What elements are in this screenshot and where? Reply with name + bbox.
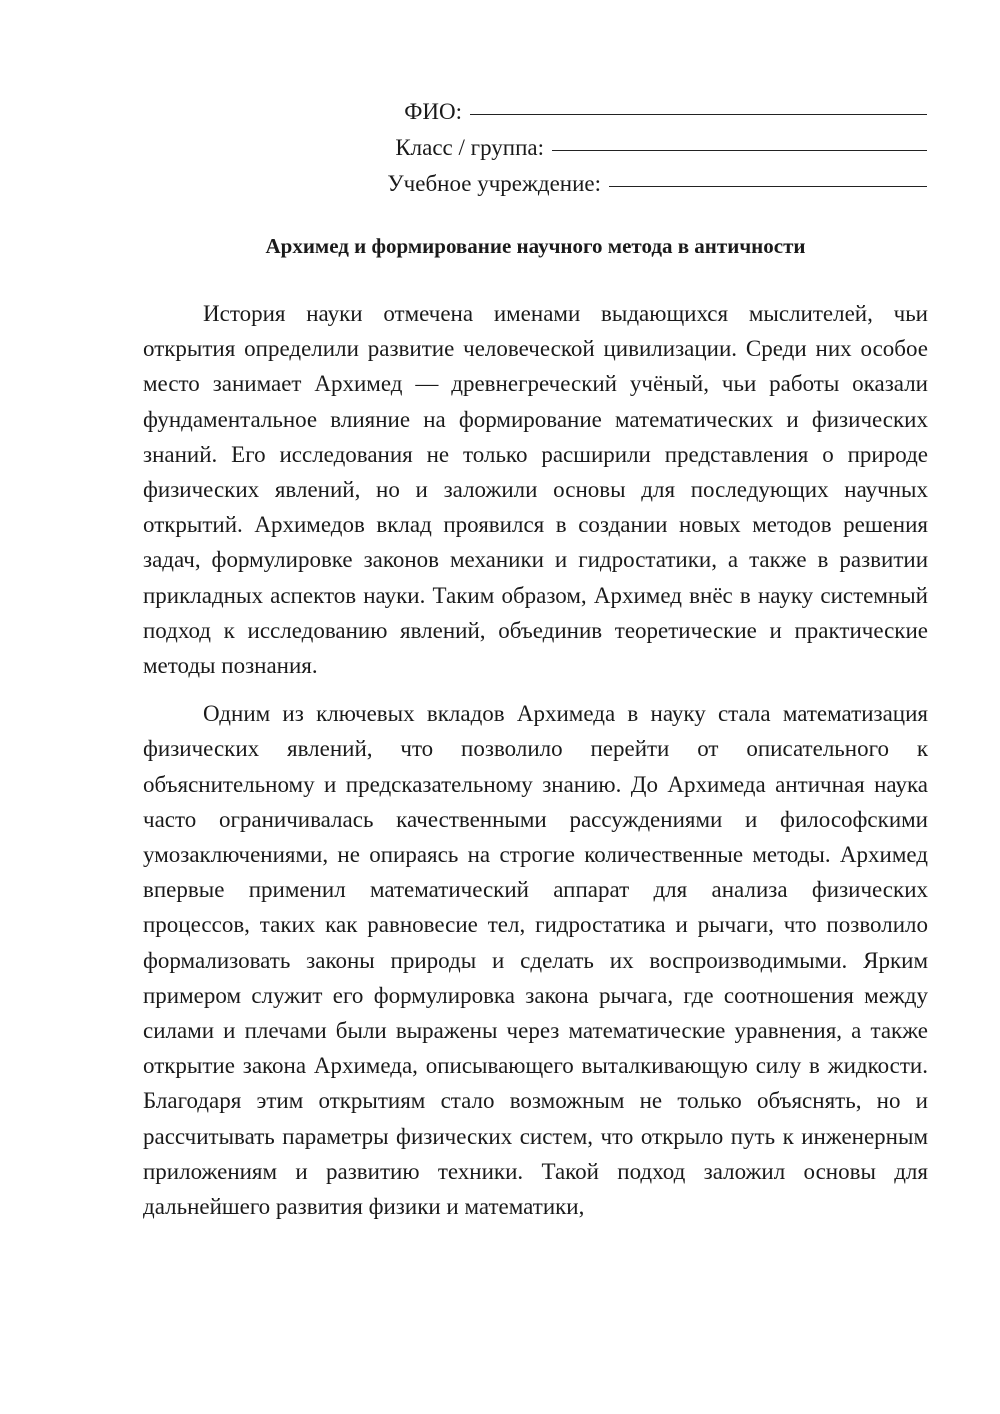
school-label: Учебное учреждение:: [387, 171, 601, 196]
document-title: Архимед и формирование научного метода в античности: [265, 234, 806, 258]
document-body: [143, 296, 928, 1224]
paragraph-1: История науки отмечена именами выдающихся мыслителей, чьи открытия определили развитие человеческой цивилизации. Среди них особое место занимает Архимед — древнегреческий учёный, чьи работы оказали фундаментальное влияние на формирование математических и физических знаний. Его исследования не только расширили представления о природе физических явлений, но и заложили основы для последующих научных открытий. Архимедов вклад проявился в создании новых методов решения задач, формулировке законов механики и гидростатики, а также в развитии прикладных аспектов науки. Таким образом, Архимед внёс в науку системный подход к исследованию явлений, объединив теоретические и практические методы познания.: [143, 301, 928, 679]
school-row: [327, 164, 927, 200]
fio-blank-line: [470, 88, 927, 115]
class-row: [327, 128, 927, 164]
school-blank-line: [609, 160, 927, 187]
fio-label: ФИО:: [404, 99, 462, 124]
fio-row: [327, 92, 927, 128]
paragraph-2: Одним из ключевых вкладов Архимеда в науку стала математизация физических явлений, что позволило перейти от описательного к объяснительному и предсказательному знанию. До Архимеда античная наука часто ограничивалась качественными рассуждениями и философскими умозаключениями, не опираясь на строгие количественные методы. Архимед впервые применил математический аппарат для анализа физических процессов, таких как равновесие тел, гидростатика и рычаги, что позволило формализовать законы природы и сделать их воспроизводимыми. Ярким примером служит его формулировка закона рычага, где соотношения между силами и плечами были выражены через математические уравнения, а также открытие закона Архимеда, описывающего выталкивающую силу в жидкости. Благодаря этим открытиям стало возможным не только объяснять, но и рассчитывать параметры физических систем, что открыло путь к инженерным приложениям и развитию техники. Такой подход заложил основы для дальнейшего развития физики и математики,: [143, 701, 928, 1220]
class-blank-line: [552, 124, 927, 151]
student-info-form: [327, 92, 927, 200]
class-label: Класс / группа:: [395, 135, 544, 160]
